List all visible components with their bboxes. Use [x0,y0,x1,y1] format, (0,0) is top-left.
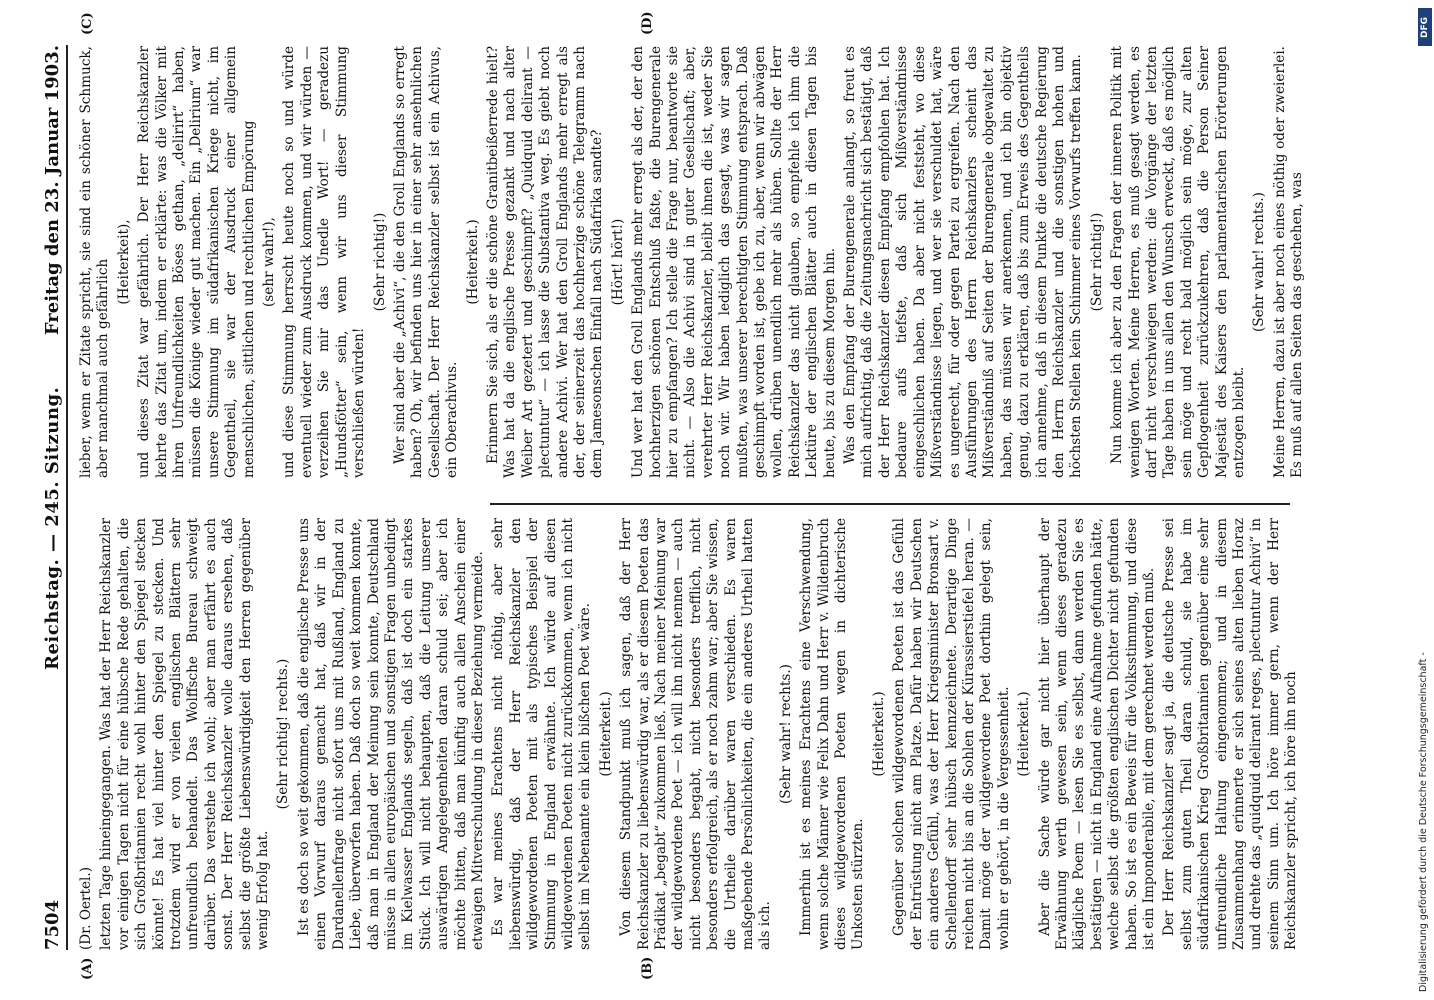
interjection: (Sehr wahr! rechts.) [777,664,794,804]
paragraph: Von diesem Standpunkt muß ich sagen, daß der Herr Reichskanzler zu liebenswürdig war, als er diesem Poeten das Prädikat „begabt“ zukommen ließ. Nach meiner Meinung war der wildgewordene Poet — ich will ihn nicht nennen — auch nicht besonders begabt, nicht besonders trefflich, nicht besonders erfolgreich, als er noch zahm war; aber Sie wissen, die Urtheile darüber waren verschieden. Es waren maßgebende Persönlichkeiten, die ein anderes Urtheil hatten als ich. [618,518,774,950]
margin-marker-a: (A) [80,957,95,980]
paragraph: letzten Tage hineingegangen. Was hat der Herr Reichskanzler vor einigen Tagen nicht für eine hübsche Rede gehalten, die sich Großbritannien recht wohl hinter den Spiegel stecken könnte! Es hat viel hinter den Spiegel zu stecken. Und trotzdem wird er von vielen englischen Blättern sehr unfreundlich behandelt. Das Wolffsche Bureau schweigt darüber. Das verstehe ich wohl; aber man erfährt es auch sonst. Der Herr Reichskanzler wolle daraus ersehen, daß selbst die größte Liebenswürdigkeit den Herren gegenüber wenig Erfolg hat. [98,518,272,950]
margin-marker-c: (C) [80,12,95,35]
page-number: 7504 [42,899,63,950]
left-column [78,518,1318,950]
right-column [78,46,1318,478]
paragraph: Immerhin ist es meines Erachtens eine Verschwendung, wenn solche Männer wie Felix Dahn und Herr v. Wildenbruch dieses wildgewordenen Poeten wegen in dichterische Unkosten stürzten. [798,518,867,950]
interjection: (Heiterkeit.) [597,691,614,777]
paragraph: und dieses Zitat war gefährlich. Der Herr Reichskanzler kehrte das Zitat um, indem er erklärte: was die Völker mit ihren Unfreundlichkeiten Böses gethan, „delirirt“ haben, müssen die Könige wieder gut machen. Ein „Delirium“ war unsere Stimmung im südafrikanischen Kriege nicht, im Gegentheil, sie war der Ausdruck einer allgemein menschlichen, sittlichen und rechtlichen Empörung [136,46,257,478]
interjection: (Sehr wahr! rechts.) [1251,192,1268,332]
paragraph: Der Herr Reichskanzler sagt ja, die deutsche Presse sei selbst zum guten Theil daran schuld, sie habe im südafrikanischen Krieg Großbritannien gegenüber eine sehr unfreundliche Haltung eingenommen; und in diesem Zusammenhang erinnerte er sich seines alten lieben Horaz und drehte das „quidquid delirant reges, plectuntur Achivi“ in seinem Sinn um. Ich höre immer gern, wenn der Herr Reichskanzler spricht, ich höre ihn noch [1161,518,1300,950]
interjection: (sehr wahr!), [261,217,278,307]
interjection: (Sehr richtig! rechts.) [275,658,292,810]
paragraph: Meine Herren, dazu ist aber noch eines nöthig oder zweierlei. Es muß auf allen Seiten das geschehen, was [1271,46,1306,478]
running-title: Reichstag. — 245. Sitzung. [42,386,63,670]
interjection: (Heiterkeit.) [1016,691,1033,777]
margin-marker-b: (B) [640,956,655,980]
interjection: (Sehr richtig!) [371,212,388,312]
digitization-credit [1418,8,1432,992]
interjection: (Heiterkeit.) [870,691,887,777]
paragraph: Aber die Sache würde gar nicht hier überhaupt der Erwähnung werth gewesen sein, wenn dieses geradezu klägliche Poem — lesen Sie es selbst, dann werden Sie es bestätigen — nicht in England eine Aufnahme gefunden hätte, welche selbst die größten englischen Dichter nicht gefunden haben. So ist es ein Beweis für die Volksstimmung, und diese ist ein Imponderabile, mit dem gerechnet werden muß. [1036,518,1157,950]
interjection: (Heiterkeit.) [464,219,481,305]
session-date: Freitag den 23. Januar 1903. [42,45,63,336]
interjection: (Heiterkeit), [115,219,132,305]
margin-marker-d: (D) [640,11,655,35]
paragraph: Nun komme ich aber zu den Fragen der inneren Politik mit wenigen Worten. Meine Herren, es muß gesagt werden, es darf nicht verschwiegen werden: die Vorgänge der letzten Tage haben in uns allen den Wunsch erweckt, daß es möglich sein möge und recht bald möglich sein möge, zur alten Gepflogenheit zurückzukehren, daß die Person Seiner Majestät des Kaisers den parlamentarischen Erörterungen entzogen bleibt. [1109,46,1247,478]
interjection: (Hört! hört!) [609,218,626,306]
credit-text: Digitalisierung gefördert durch die Deutsche Forschungsgemeinschaft - [1418,652,1429,992]
page-header [40,45,68,950]
paragraph: Gegenüber solchen wildgewordenen Poeten ist das Gefühl der Entrüstung nicht am Platze. Dafür haben wir Deutschen ein anderes Gefühl, was der Herr Kriegsminister Bronsart v. Schellendorff sehr hübsch kennzeichnete. Derartige Dinge reichen nicht bis an die Sohlen der Kürassierstiefel heran. — Damit möge der wildgewordene Poet dorthin gelegt sein, wohin er gehört, in die Vergessenheit. [891,518,1012,950]
paragraph: Wer sind aber die „Achivi“, die den Groll Englands so erregt haben? Oh, wir befinden uns hier in einer sehr ansehnlichen Gesellschaft. Der Herr Reichskanzler selbst ist ein Achivus, ein Oberachivus. [391,46,461,478]
column-divider [490,503,1290,505]
paragraph: Es war meines Erachtens nicht nöthig, aber sehr liebenswürdig, daß der Herr Reichskanzler den wildgewordenen Poeten mit als typisches Beispiel der Stimmung in England erwähnte. Ich würde auf diesen wildgewordenen Poeten nicht zurückkommen, wenn ich nicht selbst im Nebenamte ein klein bißchen Poet wäre. [490,518,594,950]
paragraph: und diese Stimmung herrscht heute noch so und würde eventuell wieder zum Ausdruck kommen, und wir würden — verzeihen Sie mir das Unedle Wort! — geradezu „Hundsfötter“ sein, wenn wir uns dieser Stimmung verschließen würden! [281,46,368,478]
interjection: (Sehr richtig!) [1088,212,1105,312]
paragraph: Was den Empfang der Burengenerale anlangt, so freut es mich aufrichtig, daß die Zeitungsnachricht sich bestätigt, daß der Herr Reichskanzler diesen Empfang empfohlen hat. Ich bedaure aufs tiefste, daß sich Mißverständnisse eingeschlichen haben. Da aber nicht feststeht, wo diese Mißverständnisse liegen, und wer sie verschuldet hat, wäre es ungerecht, für oder gegen Partei zu ergreifen. Nach den Ausführungen des Herrn Reichskanzlers scheint das Mißverständniß auf Seiten der Burengenerale obgewaltet zu haben, das müssen wir anerkennen, und ich bin objektiv genug, dazu zu erklären, daß bis zum Erweis des Gegentheils ich annehme, daß in diesem Punkte die deutsche Regierung den Herrn Reichskanzler und die sonstigen hohen und höchsten Stellen kein Schimmer eines Vorwurfs treffen kann. [842,46,1085,478]
paragraph: Erinnern Sie sich, als er die schöne Granitbeißerrede hielt? Was hat da die englische Presse gezankt und nach alter Weiber Art gezetert und geschimpft? „Quidquid delirant — plectuntur“ — ich lasse die Substantiva weg. Es giebt noch andere Achivi. Wer hat den Groll Englands mehr erregt als der, der seinerzeit das hochherzige schöne Telegramm nach dem Jamesonschen Einfall nach Südafrika sandte? [484,46,606,478]
dfg-logo: DFG [1418,8,1432,46]
speaker-label: (Dr. Oertel.) [78,866,94,950]
paragraph: lieber, wenn er Zitate spricht, sie sind ein schöner Schmuck, aber manchmal auch gefährlich [78,46,112,478]
paragraph: Ist es doch so weit gekommen, daß die englische Presse uns einen Vorwurf daraus gemacht hat, daß wir in der Dardanellenfrage nicht sofort uns mit Rußland, England zu Liebe, überworfen haben. Daß doch so weit kommen konnte, daß man in England der Meinung sein konnte, Deutschland müsse in allen europäischen und sonstigen Fragen unbedingt im Kielwasser Englands segeln, daß ist doch ein starkes Stück. Ich will nicht behaupten, daß die Leitung unserer auswärtigen Angelegenheiten daran schuld sei; aber ich möchte bitten, daß man künftig auch allen Anschein einer etwaigen Mitverschuldung in dieser Beziehung vermeide. [295,518,486,950]
paragraph: Und wer hat den Groll Englands mehr erregt als der, der den hochherzigen schönen Entschluß faßte, die Burengenerale hier zu empfangen? Ich stelle die Frage nur, beantworte sie nicht. — Also die Achivi sind in guter Gesellschaft; aber, verehrter Herr Reichskanzler, bleibt ihnen die ist, weder Sie noch wir. Wir haben lediglich das gesagt, was wir sagen mußten, was unserer berechtigten Stimmung entsprach. Daß geschimpft worden ist, gebe ich zu, aber, wenn wir abwägen wollen, drüben unendlich mehr als hüben. Sollte der Herr Reichskanzler das nicht glauben, so empfehle ich ihm die Lektüre der englischen Blätter auch in diesen Tagen bis heute, bis zu diesem Morgen hin. [630,46,838,478]
